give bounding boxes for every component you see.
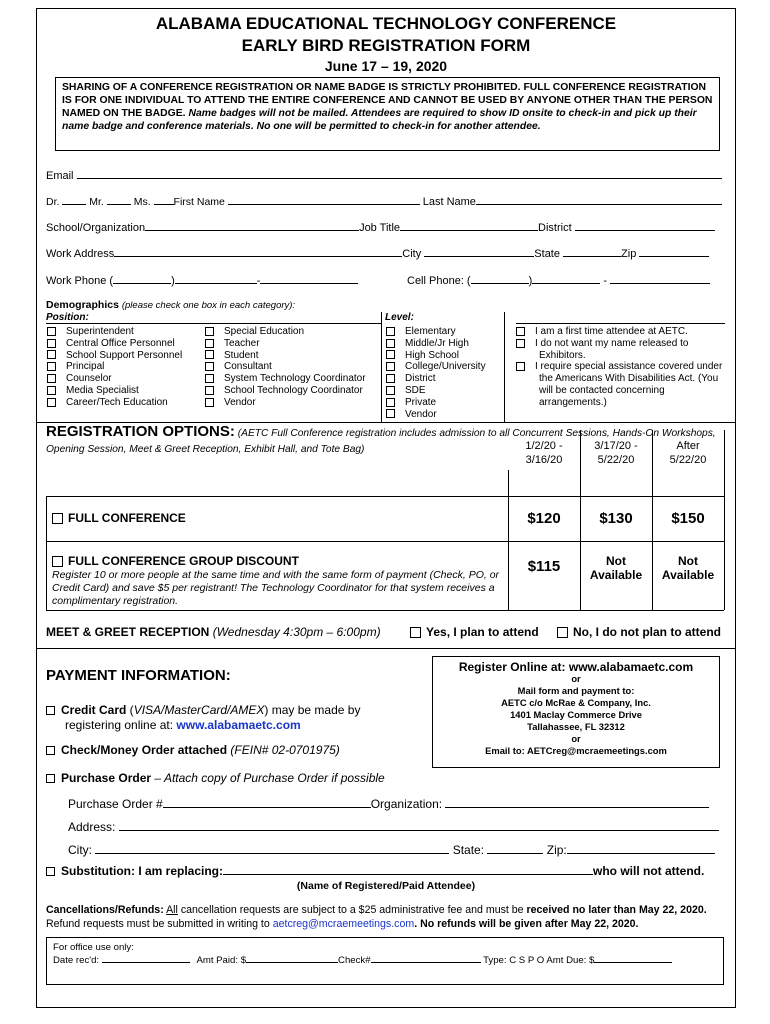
col3-line2: 5/22/20 [669, 454, 707, 466]
level-option[interactable] [386, 373, 486, 385]
position-option[interactable] [205, 326, 366, 338]
level-checkbox[interactable] [386, 398, 395, 407]
position-label: System Technology Coordinator [224, 373, 366, 385]
job-title-field[interactable] [400, 220, 538, 231]
dr-field[interactable] [62, 194, 86, 205]
group-discount-checkbox[interactable] [52, 556, 63, 567]
online-city: Tallahassee, FL 32312 [527, 721, 625, 732]
level-checkbox[interactable] [386, 350, 395, 359]
full-price-2: $130 [599, 510, 633, 527]
school-field[interactable] [145, 220, 359, 231]
position-checkbox[interactable] [205, 398, 214, 407]
position-label: Media Specialist [66, 384, 139, 396]
conference-dates: June 17 – 19, 2020 [324, 58, 448, 74]
demographics-divider-left [46, 323, 381, 324]
position-option[interactable] [47, 326, 182, 338]
city-label: City [402, 248, 422, 260]
level-label: Middle/Jr High [405, 337, 469, 349]
register-online-box [432, 656, 720, 768]
position-option[interactable] [205, 373, 366, 385]
demographics-divider-right [516, 323, 725, 324]
ada-checkbox[interactable] [516, 362, 525, 371]
po-address-field[interactable] [119, 820, 719, 831]
position-option[interactable] [205, 397, 366, 409]
po-desc: – Attach copy of Purchase Order if possible [154, 771, 385, 785]
reg-rule-1 [46, 496, 724, 497]
office-amt-field[interactable] [246, 954, 338, 963]
position-label: Position: [46, 312, 89, 323]
substitution-end: who will not attend. [593, 864, 705, 878]
registration-subtext: (AETC Full Conference registration includes admission to all Concurrent Sessions, Hands-On Workshops, Opening Session, Meet & Greet Reception, Exhibit Hall, and Tote Bag) [46, 428, 716, 455]
position-option[interactable] [47, 373, 182, 385]
dr-label: Dr. [46, 196, 60, 208]
position-checkbox[interactable] [205, 327, 214, 336]
cancellation-all: All [166, 904, 178, 916]
level-label: Vendor [405, 408, 437, 420]
reg-rule-2 [46, 541, 724, 542]
substitution-field[interactable] [223, 864, 593, 875]
price-col2-header [580, 439, 652, 467]
position-label: Principal [66, 361, 105, 373]
cancellation-text2: Refund requests must be submitted in writing to [46, 918, 270, 930]
office-check-label: Check# [338, 955, 371, 966]
cancellation-label: Cancellations/Refunds: [46, 904, 164, 916]
meet-greet-label: MEET & GREET RECEPTION [46, 625, 210, 639]
cell-phone-row: Cell Phone: ( ) - [407, 273, 710, 287]
not-label-2: Not [606, 554, 626, 568]
school-label: School/Organization [46, 222, 146, 234]
po-zip-label: Zip: [546, 843, 567, 857]
level-checkbox[interactable] [386, 374, 395, 383]
level-option[interactable] [386, 361, 486, 373]
level-label: College/University [405, 361, 486, 373]
meet-greet-time: (Wednesday 4:30pm – 6:00pm) [212, 625, 381, 639]
credit-card-link[interactable]: www.alabamaetc.com [176, 718, 301, 732]
positions-col1 [47, 326, 182, 409]
position-checkbox[interactable] [47, 398, 56, 407]
notice-bold: SHARING OF A CONFERENCE REGISTRATION OR NAME BADGE IS STRICTLY PROHIBITED. FULL CONFERENCE REGISTRATION IS FOR ONE INDIVIDUAL TO ATTEND THE ENTIRE CONFERENCE AND CANNOT BE USED BY ANYONE OTHER THAN THE PERSON NAMED ON THE BADGE. [62, 82, 713, 119]
position-option[interactable] [205, 350, 366, 362]
work-phone-prefix[interactable] [175, 273, 257, 284]
city-field[interactable] [424, 246, 534, 257]
office-date-field[interactable] [102, 954, 190, 963]
substitution-checkbox[interactable] [46, 867, 55, 876]
email-row [46, 168, 722, 182]
level-option[interactable] [386, 397, 486, 409]
last-name-field[interactable] [476, 194, 722, 205]
position-label: School Support Personnel [66, 349, 183, 361]
mr-field[interactable] [107, 194, 131, 205]
position-option[interactable] [47, 338, 182, 350]
extras-list [516, 326, 722, 409]
position-label: School Technology Coordinator [224, 384, 363, 396]
po-city-field[interactable] [95, 843, 449, 854]
meet-greet-yes-checkbox[interactable] [410, 627, 421, 638]
district-field[interactable] [575, 220, 715, 231]
position-label: Career/Tech Education [66, 396, 168, 408]
po-checkbox[interactable] [46, 774, 55, 783]
col1-line1: 1/2/20 - [525, 440, 563, 452]
level-option[interactable] [386, 409, 486, 421]
work-phone-label: Work Phone [46, 275, 107, 287]
zip-field[interactable] [639, 246, 709, 257]
level-checkbox[interactable] [386, 327, 395, 336]
first-name-label: First Name [173, 196, 225, 208]
level-label: SDE [405, 384, 426, 396]
online-address: 1401 Maclay Commerce Drive [510, 709, 642, 720]
cancellation-text1: cancellation requests are subject to a $25 administrative fee and must be [180, 904, 524, 916]
cancellation-email-link[interactable]: aetcreg@mcraemeetings.com [272, 918, 415, 930]
office-due-field[interactable] [594, 954, 672, 963]
no-release-label: I do not want my name released to [535, 337, 689, 349]
levels-list [386, 326, 486, 420]
reg-right-border [724, 430, 725, 610]
meet-greet-yes[interactable] [410, 625, 539, 639]
office-date-label: Date rec'd: [53, 955, 100, 966]
work-address-field[interactable] [114, 246, 402, 257]
group-discount-desc: Register 10 or more people at the same time and with the same form of payment (Check, PO, or Credit Card) and save $5 per registrant! The Technology Coordinator for that system receives a complimentary registration. [52, 569, 500, 607]
position-label: Vendor [224, 396, 256, 408]
position-label: Special Education [224, 326, 305, 337]
work-phone-area[interactable] [113, 273, 171, 284]
online-mail: Mail form and payment to: [517, 685, 635, 696]
level-label: Private [405, 396, 437, 408]
full-conference-option[interactable] [52, 511, 186, 525]
zip-label: Zip [621, 248, 637, 260]
email-label: Email [46, 170, 74, 182]
online-email: Email to: AETCreg@mcraemeetings.com [485, 745, 667, 756]
position-option[interactable] [205, 385, 366, 397]
meet-greet-no[interactable] [557, 625, 721, 639]
col1-line2: 3/16/20 [525, 454, 563, 466]
office-type-label: Type: C S P O [483, 955, 545, 966]
phone-row: Work Phone ( ) - [46, 273, 358, 287]
email-field[interactable] [77, 168, 722, 179]
no-release-label-2: Exhibitors. [539, 349, 586, 361]
school-row [46, 220, 715, 234]
group-price-2 [580, 554, 652, 582]
first-time-label: I am a first time attendee at AETC. [535, 326, 688, 337]
name-row [46, 194, 722, 208]
state-label: State [534, 248, 560, 260]
form-frame [36, 8, 736, 1008]
price-col1-header [508, 439, 580, 467]
level-right-border [504, 312, 505, 422]
substitution-row [46, 864, 704, 878]
office-amt-label: Amt Paid: $ [196, 955, 247, 966]
online-or2: or [571, 733, 581, 744]
po-state-field[interactable] [487, 843, 543, 854]
po-org-field[interactable] [445, 797, 709, 808]
position-checkbox[interactable] [47, 350, 56, 359]
form-title-line2: EARLY BIRD REGISTRATION FORM [241, 36, 531, 55]
full-conference-checkbox[interactable] [52, 513, 63, 524]
col2-line1: 3/17/20 - [594, 440, 638, 452]
position-label: Counselor [66, 373, 112, 385]
position-checkbox[interactable] [205, 350, 214, 359]
position-option[interactable] [47, 361, 182, 373]
office-check-field[interactable] [371, 954, 481, 963]
work-address-label: Work Address [46, 248, 115, 260]
credit-card-line2: registering online at: [65, 718, 174, 732]
substitution-label: Substitution: I am replacing: [61, 864, 224, 878]
level-checkbox[interactable] [386, 386, 395, 395]
position-option[interactable] [47, 385, 182, 397]
level-label: Elementary [405, 326, 456, 337]
demographics-heading [46, 299, 295, 311]
price-col3-header [652, 439, 724, 467]
ada-label-4: arrangements.) [539, 396, 607, 408]
meet-greet-no-checkbox[interactable] [557, 627, 568, 638]
po-address-row [68, 820, 719, 834]
group-price-1: $115 [527, 558, 561, 575]
po-city-row [68, 843, 715, 857]
level-label: High School [405, 349, 459, 361]
reg-left-border [46, 496, 47, 610]
credit-card-types: VISA/MasterCard/AMEX [133, 703, 265, 717]
office-title: For office use only: [53, 942, 134, 953]
address-row [46, 246, 709, 260]
po-number-label: Purchase Order # [68, 797, 163, 811]
check-label: Check/Money Order attached [61, 743, 228, 757]
meet-greet-yes-label: Yes, I plan to attend [426, 625, 539, 639]
position-checkbox[interactable] [47, 362, 56, 371]
demographics-instruction: (please check one box in each category): [121, 300, 296, 311]
substitution-note: (Name of Registered/Paid Attendee) [296, 880, 476, 892]
cancellation-deadline: received no later than May 22, 2020. [526, 904, 707, 916]
level-left-border [381, 312, 382, 422]
po-number-row [68, 797, 709, 811]
col2-line2: 5/22/20 [597, 454, 635, 466]
cell-phone-area[interactable] [471, 273, 529, 284]
po-label: Purchase Order [61, 771, 152, 785]
available-label-2: Available [589, 568, 643, 582]
reg-rule-3 [46, 610, 724, 611]
ada-label-3: will be contacted concerning [539, 384, 665, 396]
district-label: District [538, 222, 572, 234]
meet-greet-row [46, 625, 381, 639]
payment-top-rule [36, 648, 736, 649]
po-state-label: State: [452, 843, 485, 857]
sharing-notice [55, 77, 720, 151]
mr-label: Mr. [89, 196, 104, 208]
notice-italic: Name badges will not be mailed. Attendees are required to show ID onsite to check-in and pick up their name badge and conference materials. No one will be permitted to check-in for another attendee. [62, 108, 697, 132]
po-city-label: City: [68, 843, 92, 857]
cell-phone-prefix[interactable] [532, 273, 600, 284]
form-title-line1: ALABAMA EDUCATIONAL TECHNOLOGY CONFERENCE [155, 14, 617, 33]
ms-field[interactable] [154, 194, 174, 205]
work-phone-line[interactable] [260, 273, 358, 284]
full-conference-label: FULL CONFERENCE [68, 511, 186, 525]
level-option[interactable] [386, 350, 486, 362]
position-checkbox[interactable] [205, 339, 214, 348]
position-label: Teacher [224, 337, 260, 349]
level-option[interactable] [386, 385, 486, 397]
po-option [46, 771, 385, 785]
position-option[interactable] [205, 361, 366, 373]
credit-card-option: Credit Card (VISA/MasterCard/AMEX) may be made by registering online at: www.alabamaetc.com [46, 703, 360, 733]
level-checkbox[interactable] [386, 409, 395, 418]
demographics-title: Demographics [46, 299, 119, 311]
job-title-label: Job Title [359, 222, 401, 234]
first-time-checkbox[interactable] [516, 327, 525, 336]
level-option[interactable] [386, 326, 486, 338]
last-name-label: Last Name [422, 196, 476, 208]
po-address-label: Address: [68, 820, 116, 834]
state-field[interactable] [563, 246, 621, 257]
payment-heading: PAYMENT INFORMATION: [46, 667, 231, 684]
position-checkbox[interactable] [205, 362, 214, 371]
position-checkbox[interactable] [47, 327, 56, 336]
group-discount-label: FULL CONFERENCE GROUP DISCOUNT [68, 554, 299, 568]
position-checkbox[interactable] [47, 374, 56, 383]
online-company: AETC c/o McRae & Company, Inc. [501, 697, 651, 708]
level-label: Level: [385, 312, 414, 323]
credit-card-rest: may be made by [271, 703, 361, 717]
cancellation-no-refunds: . No refunds will be given after May 22, 2020. [414, 918, 639, 930]
level-label: District [405, 373, 436, 385]
full-price-1: $120 [527, 510, 561, 527]
position-checkbox[interactable] [205, 386, 214, 395]
position-option[interactable] [47, 350, 182, 362]
ada-label: I require special assistance covered under [535, 361, 723, 373]
check-option [46, 743, 340, 757]
group-price-3 [652, 554, 724, 582]
group-discount-option[interactable] [52, 554, 299, 568]
po-zip-field[interactable] [567, 843, 715, 854]
cancellation-policy [46, 903, 730, 931]
ms-label: Ms. [133, 196, 151, 208]
office-use-box [46, 937, 724, 985]
online-or1: or [571, 673, 581, 684]
level-option[interactable] [386, 338, 486, 350]
position-checkbox[interactable] [205, 374, 214, 383]
office-due-label: Amt Due: $ [546, 955, 595, 966]
cell-phone-line[interactable] [610, 273, 710, 284]
level-checkbox[interactable] [386, 339, 395, 348]
position-option[interactable] [47, 397, 182, 409]
position-label: Central Office Personnel [66, 337, 175, 349]
check-checkbox[interactable] [46, 746, 55, 755]
full-price-3: $150 [671, 510, 705, 527]
not-label-3: Not [678, 554, 698, 568]
position-label: Student [224, 349, 259, 361]
position-label: Consultant [224, 361, 272, 373]
ada-label-2: the Americans With Disabilities Act. (You [539, 373, 719, 385]
fein-number: (FEIN# 02-0701975) [230, 743, 340, 757]
no-release-checkbox[interactable] [516, 339, 525, 348]
po-number-field[interactable] [163, 797, 371, 808]
po-org-label: Organization: [370, 797, 443, 811]
position-label: Superintendent [66, 326, 134, 337]
first-name-field[interactable] [228, 194, 420, 205]
cell-phone-label: Cell Phone: [407, 275, 464, 287]
level-checkbox[interactable] [386, 362, 395, 371]
credit-card-checkbox[interactable] [46, 706, 55, 715]
positions-col2 [205, 326, 366, 409]
col3-line1: After [676, 440, 700, 452]
available-label-3: Available [661, 568, 715, 582]
online-title: Register Online at: www.alabamaetc.com [458, 660, 694, 674]
position-checkbox[interactable] [47, 386, 56, 395]
credit-card-label: Credit Card [61, 703, 127, 717]
registration-title: REGISTRATION OPTIONS: [46, 423, 235, 440]
position-option[interactable] [205, 338, 366, 350]
position-checkbox[interactable] [47, 339, 56, 348]
meet-greet-no-label: No, I do not plan to attend [573, 625, 721, 639]
